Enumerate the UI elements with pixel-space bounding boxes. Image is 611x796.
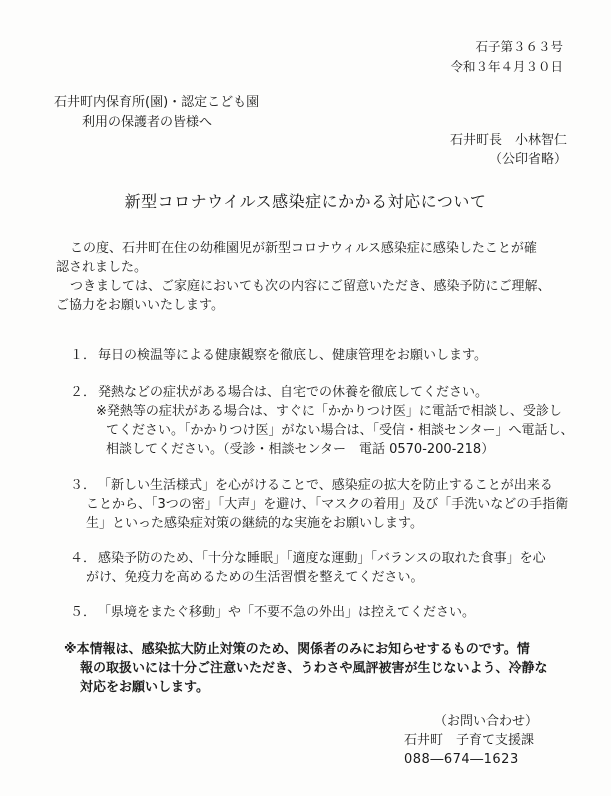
item-number: ４． <box>70 551 97 566</box>
item-number: １． <box>70 348 97 363</box>
item-number: ３． <box>70 478 97 493</box>
item-number: ５． <box>70 605 97 620</box>
item-number: ２． <box>70 385 97 400</box>
recipient-line-1: 石井町内保育所(園)・認定こども園 <box>54 95 260 110</box>
item-2-note-line2: てください。「かかりつけ医」がない場合は、「受信・相談センター」へ電話し、 <box>106 423 574 438</box>
intro-p2-line2: ご協力をお願いいたします。 <box>56 298 224 313</box>
recipient-line-2: 利用の保護者の皆様へ <box>82 115 213 130</box>
item-2-note-line1: ※発熱等の症状がある場合は、すぐに「かかりつけ医」に電話で相談し、受診し <box>96 404 562 419</box>
intro-p1-line2: 認されました。 <box>56 260 148 275</box>
item-2-note-line3: 相談してください。（受診・相談センター 電話 0570-200-218） <box>106 442 495 457</box>
item-3-line3: 生」といった感染症対策の継続的な実施をお願いします。 <box>86 516 423 531</box>
item-text: 発熱などの症状がある場合は、自宅での休養を徹底してください。 <box>98 385 489 400</box>
list-item-2 <box>70 383 488 402</box>
item-text: 感染予防のため、「十分な睡眠」「適度な運動」「バランスの取れた食事」を心 <box>98 551 546 566</box>
document-date: 令和３年４月３０日 <box>450 59 563 74</box>
list-item-1 <box>70 346 487 365</box>
notice-line2: 報の取扱いには十分ご注意いただき、うわさや風評被害が生じないよう、冷静な <box>80 661 548 676</box>
item-3-line2: ことから、「3つの密」「大声」を避け、「マスクの着用」及び「手洗いなどの手指衛 <box>86 497 569 512</box>
item-text: 「県境をまたぐ移動」や「不要不急の外出」は控えてください。 <box>98 605 476 620</box>
intro-p1-line1: この度、石井町在住の幼稚園児が新型コロナウィルス感染症に感染したことが確 <box>70 241 537 256</box>
list-item-5 <box>70 603 475 622</box>
contact-heading: （お問い合わせ） <box>434 714 539 729</box>
list-item-4 <box>70 549 546 568</box>
notice-line3: 対応をお願いします。 <box>80 680 209 695</box>
contact-department: 石井町 子育て支援課 <box>404 733 535 748</box>
item-text: 毎日の検温等による健康観察を徹底し、健康管理をお願いします。 <box>98 348 487 363</box>
list-item-3 <box>70 476 553 495</box>
notice-line1: ※本情報は、感染拡大防止対策のため、関係者のみにお知らせするものです。情 <box>64 642 530 657</box>
seal-note: （公印省略） <box>488 152 567 167</box>
sender-name: 石井町長 小林智仁 <box>449 133 567 148</box>
document-number: 石子第３６３号 <box>475 39 563 54</box>
item-4-line2: がけ、免疫力を高めるための生活習慣を整えてください。 <box>86 570 424 585</box>
intro-p2-line1: つきましては、ご家庭においても次の内容にご留意いただき、感染予防にご理解、 <box>70 279 551 294</box>
contact-phone: 088―674―1623 <box>404 752 519 767</box>
item-text: 「新しい生活様式」を心がけることで、感染症の拡大を防止することが出来る <box>98 478 553 493</box>
page-title: 新型コロナウイルス感染症にかかる対応について <box>124 192 487 211</box>
